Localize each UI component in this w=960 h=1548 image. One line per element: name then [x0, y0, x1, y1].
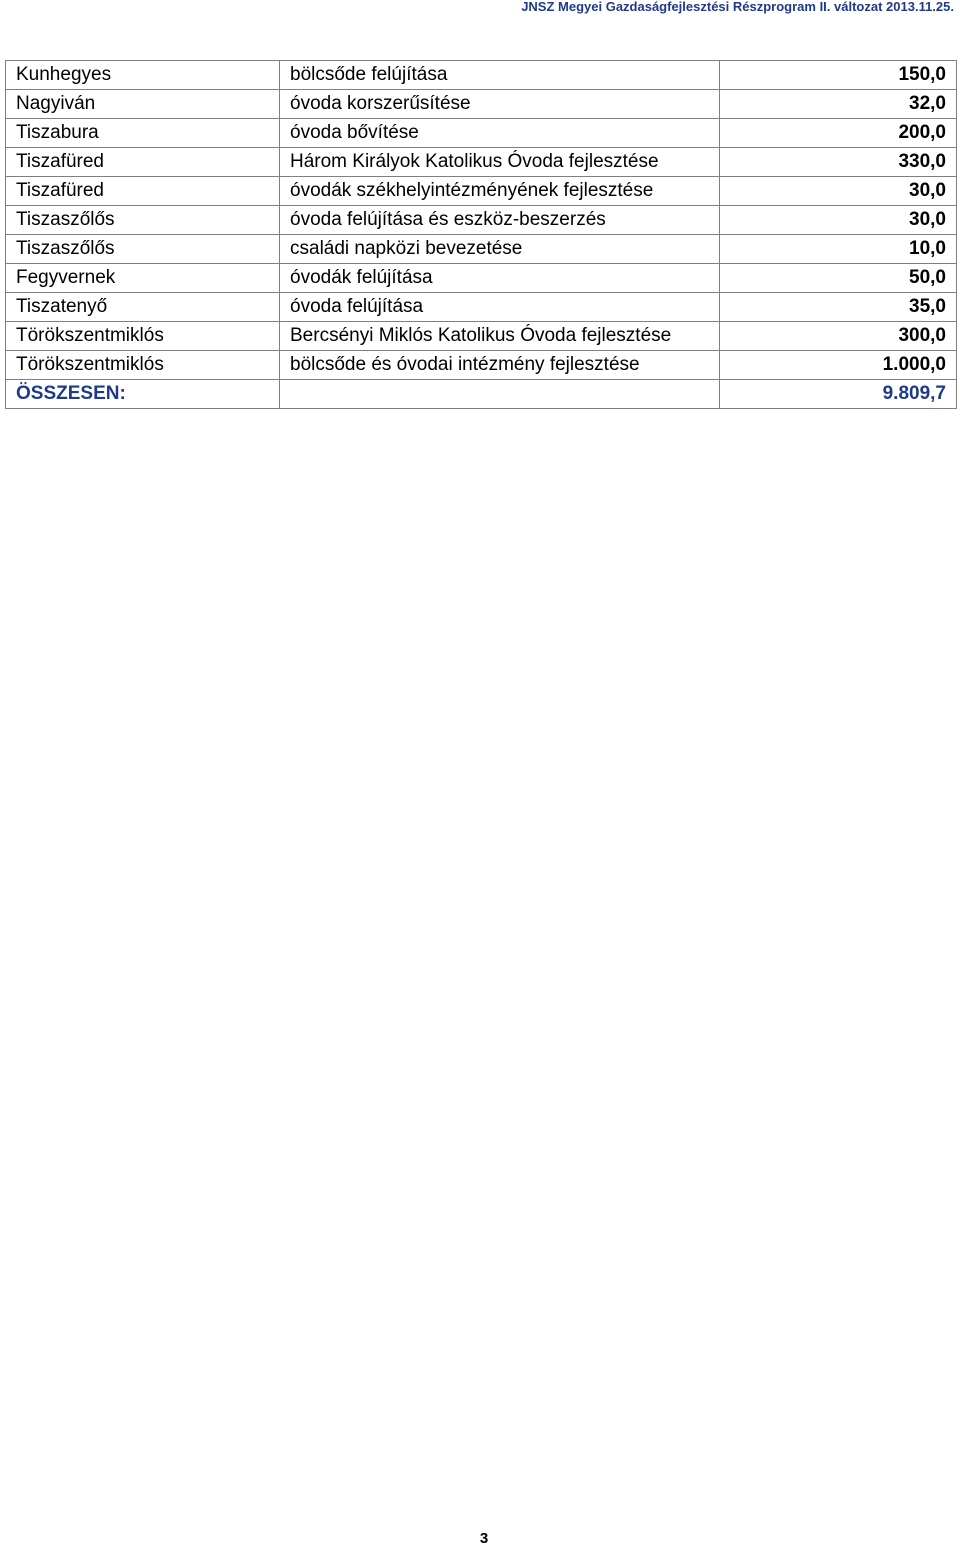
city-cell: Törökszentmiklós [6, 351, 280, 380]
page-number: 3 [479, 1530, 489, 1547]
city-cell: Kunhegyes [6, 61, 280, 90]
city-cell: Tiszabura [6, 119, 280, 148]
table-row [6, 119, 957, 148]
city-cell: Tiszafüred [6, 148, 280, 177]
description-cell: Három Királyok Katolikus Óvoda fejlesztése [280, 148, 720, 177]
document-header: JNSZ Megyei Gazdaságfejlesztési Részprogram II. változat 2013.11.25. [521, 0, 954, 14]
amount-cell: 300,0 [720, 322, 957, 351]
description-cell: Bercsényi Miklós Katolikus Óvoda fejlesztése [280, 322, 720, 351]
table-row [6, 235, 957, 264]
total-row [6, 380, 957, 409]
city-cell: Törökszentmiklós [6, 322, 280, 351]
description-cell: bölcsőde felújítása [280, 61, 720, 90]
table-row [6, 206, 957, 235]
amount-cell: 150,0 [720, 61, 957, 90]
description-cell: óvodák felújítása [280, 264, 720, 293]
projects-table [5, 60, 957, 409]
amount-cell: 35,0 [720, 293, 957, 322]
table-row [6, 322, 957, 351]
city-cell: Tiszatenyő [6, 293, 280, 322]
description-cell: óvoda felújítása és eszköz-beszerzés [280, 206, 720, 235]
description-cell: bölcsőde és óvodai intézmény fejlesztése [280, 351, 720, 380]
total-label: ÖSSZESEN: [6, 380, 280, 409]
amount-cell: 200,0 [720, 119, 957, 148]
amount-cell: 10,0 [720, 235, 957, 264]
table-row [6, 90, 957, 119]
table-row [6, 177, 957, 206]
table-row [6, 264, 957, 293]
amount-cell: 30,0 [720, 177, 957, 206]
total-description-cell [280, 380, 720, 409]
table-row [6, 293, 957, 322]
table-row [6, 148, 957, 177]
description-cell: óvoda korszerűsítése [280, 90, 720, 119]
table-row [6, 351, 957, 380]
amount-cell: 50,0 [720, 264, 957, 293]
city-cell: Tiszaszőlős [6, 206, 280, 235]
city-cell: Tiszaszőlős [6, 235, 280, 264]
table-row [6, 61, 957, 90]
description-cell: családi napközi bevezetése [280, 235, 720, 264]
city-cell: Tiszafüred [6, 177, 280, 206]
amount-cell: 1.000,0 [720, 351, 957, 380]
amount-cell: 330,0 [720, 148, 957, 177]
amount-cell: 30,0 [720, 206, 957, 235]
city-cell: Nagyiván [6, 90, 280, 119]
description-cell: óvoda bővítése [280, 119, 720, 148]
amount-cell: 32,0 [720, 90, 957, 119]
description-cell: óvodák székhelyintézményének fejlesztése [280, 177, 720, 206]
city-cell: Fegyvernek [6, 264, 280, 293]
description-cell: óvoda felújítása [280, 293, 720, 322]
total-amount: 9.809,7 [720, 380, 957, 409]
